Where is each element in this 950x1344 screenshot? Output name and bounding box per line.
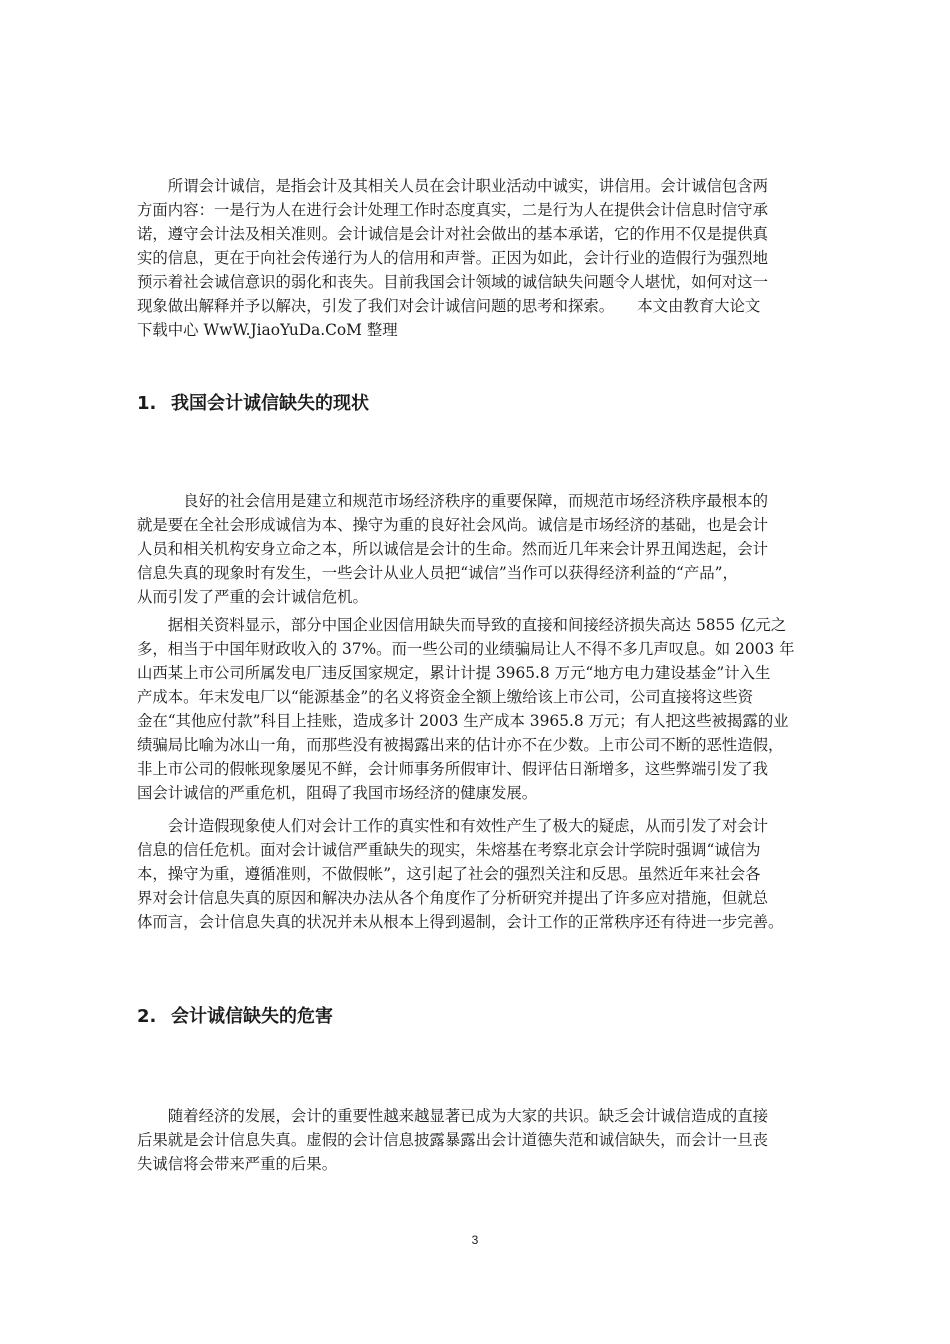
body-paragraph [137,613,837,805]
text-line: 就是要在全社会形成诚信为本、操守为重的良好社会风尚。诚信是市场经济的基础，也是会计 [137,516,769,534]
text-line: 从而引发了严重的会计诚信危机。 [137,588,368,606]
text-line: 后果就是会计信息失真。虚假的会计信息披露暴露出会计道德失范和诚信缺失，而会计一旦丧 [137,1131,769,1149]
section-number: 2. [137,1006,157,1027]
text-line: 所谓会计诚信，是指会计及其相关人员在会计职业活动中诚实，讲信用。会计诚信包含两 [137,177,769,195]
body-paragraph [137,814,837,934]
text-line: 失诚信将会带来严重的后果。 [137,1155,338,1173]
body-paragraph [137,1104,837,1176]
section-title: 会计诚信缺失的危害 [171,1006,333,1027]
text-line: 体而言，会计信息失真的状况并未从根本上得到遏制，会计工作的正常秩序还有待进一步完善。 [137,913,784,931]
text-line: 预示着社会诚信意识的弱化和丧失。目前我国会计领域的诚信缺失问题令人堪忧，如何对这一 [137,273,769,291]
text-line: 信息失真的现象时有发生，一些会计从业人员把“诚信”当作可以获得经济利益的“产品”， [137,564,738,582]
text-line: 金在“其他应付款”科目上挂账，造成多计 2003 生产成本 3965.8 万元；有人把这些被揭露的业 [137,712,789,730]
text-line: 人员和相关机构安身立命之本，所以诚信是会计的生命。然而近几年来会计界丑闻迭起，会计 [137,540,769,558]
intro-paragraph [137,174,837,342]
text-line: 诺，遵守会计法及相关准则。会计诚信是会计对社会做出的基本承诺，它的作用不仅是提供真 [137,225,769,243]
section-number: 1. [137,393,157,414]
text-line: 良好的社会信用是建立和规范市场经济秩序的重要保障，而规范市场经济秩序最根本的 [137,492,769,510]
text-line: 会计造假现象使人们对会计工作的真实性和有效性产生了极大的疑虑，从而引发了对会计 [137,817,769,835]
text-line: 现象做出解释并予以解决，引发了我们对会计诚信问题的思考和探索。 本文由教育大论文 [137,297,761,315]
section-heading-1 [137,389,369,415]
section-heading-2 [137,1002,333,1028]
text-line: 信息的信任危机。面对会计诚信严重缺失的现实，朱熔基在考察北京会计学院时强调“诚信为 [137,841,761,859]
text-line: 山西某上市公司所属发电厂违反国家规定，累计计提 3965.8 万元“地方电力建设基金”计入生 [137,664,771,682]
text-line: 据相关资料显示，部分中国企业因信用缺失而导致的直接和间接经济损失高达 5855 亿元之 [137,616,787,634]
body-paragraph [137,489,837,609]
text-line: 界对会计信息失真的原因和解决办法从各个角度作了分析研究并提出了许多应对措施，但就总 [137,889,769,907]
text-line: 绩骗局比喻为冰山一角，而那些没有被揭露出来的估计亦不在少数。上市公司不断的恶性造假， [137,736,784,754]
text-line: 本，操守为重，遵循准则，不做假帐”，这引起了社会的强烈关注和反思。虽然近年来社会各 [137,865,761,883]
text-line: 随着经济的发展，会计的重要性越来越显著已成为大家的共识。缺乏会计诚信造成的直接 [137,1107,769,1125]
text-line: 实的信息，更在于向社会传递行为人的信用和声誉。正因为如此，会计行业的造假行为强烈地 [137,249,769,267]
text-line: 国会计诚信的严重危机，阻碍了我国市场经济的健康发展。 [137,784,538,802]
section-title: 我国会计诚信缺失的现状 [171,393,369,414]
text-line: 下载中心 WwW.JiaoYuDa.CoM 整理 [137,321,398,339]
text-line: 方面内容：一是行为人在进行会计处理工作时态度真实，二是行为人在提供会计信息时信守承 [137,201,769,219]
page-number: 3 [471,1233,479,1247]
text-line: 产成本。年末发电厂以“能源基金”的名义将资金全额上缴给该上市公司，公司直接将这些资 [137,688,753,706]
text-line: 非上市公司的假帐现象屡见不鲜，会计师事务所假审计、假评估日渐增多，这些弊端引发了我 [137,760,769,778]
text-line: 多，相当于中国年财政收入的 37%。而一些公司的业绩骗局让人不得不多几声叹息。如 2003 年 [137,640,795,658]
